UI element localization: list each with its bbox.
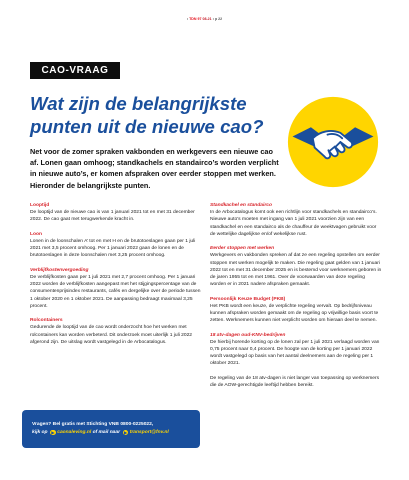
contact-box <box>22 410 200 448</box>
section-text: Werkgevers en vakbonden spreken af dat ze een regeling opstellen om eerder stoppen met werken mogelijk te maken. Die regeling gaat gelden van 1 januari 2022 tot en met 31 december 2025 en is bestemd voor werknemers geboren in de jaren 1955 tot en met 1961. Over de voorwaarden van deze regeling worden er in 2021 nadere afspraken gemaakt. <box>210 253 382 288</box>
section-title: Looptijd <box>30 203 50 208</box>
header-date: 08-21 <box>202 17 212 21</box>
section-atv-dagen <box>210 332 382 368</box>
section-text: Lonen in de loonschalen A’ tot en met H en de brutotoeslagen gaan per 1 juli 2021 met 3,5 procent omhoog. Per 1 januari 2022 gaan de lonen en de brutotoeslagen in deze loonschalen met 3,25 procent omhoog. <box>30 239 196 259</box>
section-text: Gedurende de looptijd van de cao wordt onderzocht hoe het werken met rolcontainers kan worden verbeterd. Dit onderzoek moet uiterlijk 1 juli 2022 afgerond zijn. De uitslag wordt vastgelegd in de Arbocatalogus. <box>30 325 193 345</box>
contact-line: Vragen? Bel gratis met Stichting VNB 0800-0225022, <box>32 422 154 427</box>
section-verblijfkosten <box>30 267 202 310</box>
kijk-op-text: kijk op <box>32 430 48 435</box>
section-text: De verblijfkosten gaan per 1 juli 2021 met 2,7 procent omhoog. Per 1 januari 2022 worden de verblijfkosten aangepast met het stijgingspercentage van de consumentenprijsindex restaurants, cafés en dergelijke over de periode tussen 1 oktober 2020 en 1 oktober 2021. De aanpassing bedraagt maximaal 3,25 procent. <box>30 275 201 309</box>
section-text: In de Arbocatalogus komt ook een richtlijn voor standkachels en standairco’s. Nieuwe auto’s moeten met ingang van 1 juli 2021 voorzien zijn van een standkachel en een standairco als de chauffeur de weektvagen gebruikt voor de wettelijke dagelijkse en/of wekelijkse rust. <box>210 210 377 237</box>
section-eerder-stoppen <box>210 245 382 288</box>
section-loon <box>30 231 202 260</box>
section-text: Het PKB wordt een keuze, de verplichte regeling vervalt. Op bedrijfsniveau kunnen afspraken worden gemaakt om de regeling op vrijwillige basis voort te zetten. Werknemers kunnen niet verplicht worden om hieraan deel te nemen. <box>210 303 379 324</box>
section-title: Verblijfkostenvergoeding <box>30 267 89 273</box>
page-header <box>0 17 409 21</box>
handshake-icon <box>287 96 379 188</box>
section-looptijd <box>30 202 202 224</box>
right-column <box>210 202 382 396</box>
header-brand: TDN 97 <box>189 17 202 21</box>
section-label: CAO-VRAAG <box>30 62 120 79</box>
intro-paragraph: Net voor de zomer spraken vakbonden en werkgevers een nieuwe cao af. Lonen gaan omhoog; standkachels en standairco’s worden verplicht in nieuwe auto’s, er komen afspraken over eerder stoppen met werken. Hieronder de belangrijkste punten. <box>30 147 279 190</box>
section-title: Persoonlijk Keuze Budget (PKB) <box>210 296 286 302</box>
section-text: De looptijd van de nieuwe cao is van 1 januari 2021 tot en met 31 december 2022. De cao gaat met terugwerkende kracht in. <box>30 210 195 223</box>
section-rolcontainers <box>30 317 202 346</box>
left-column <box>30 202 202 353</box>
arrow-circle-icon: ▶ <box>123 429 128 435</box>
arrow-circle-icon: ▶ <box>51 429 55 435</box>
of-mail-text: of mail naar <box>92 430 121 435</box>
contact-links <box>32 429 200 437</box>
section-title: Rolcontainers <box>30 318 63 324</box>
section-title: Eerder stoppen met werken <box>210 246 275 252</box>
email-link[interactable]: transport@fnv.nl <box>129 430 169 435</box>
section-title: Standkachel en standairco <box>210 203 272 208</box>
section-text: De regeling van de 18 atv-dagen is niet langer van toepassing op werknemers die de AOW-gerechtigde leeftijd hebben bereikt. <box>210 375 380 389</box>
header-page: p 22 <box>214 17 223 21</box>
section-pkb <box>210 296 382 325</box>
section-title: 18 atv-dagen oud-KNV-bedrijven <box>210 332 286 338</box>
section-standkachel <box>210 202 382 238</box>
section-atv-aow <box>210 375 382 389</box>
website-link[interactable]: caonaleving.nl <box>57 430 92 435</box>
page-title: Wat zijn de belangrijkste punten uit de nieuwe cao? <box>30 93 264 137</box>
header-sep: • <box>212 17 215 21</box>
section-text: De hierbij horende korting op de lonen zal per 1 juli 2021 verlaagd worden van 0,75 procent naar 0,4 procent. De hoogte van de korting per 1 januari 2022 wordt vastgelegd op basis van het aantal deelnemers aan de regeling per 1 oktober 2021. <box>210 339 380 367</box>
header-bullet: • <box>186 17 190 21</box>
section-title: Loon <box>30 231 42 237</box>
